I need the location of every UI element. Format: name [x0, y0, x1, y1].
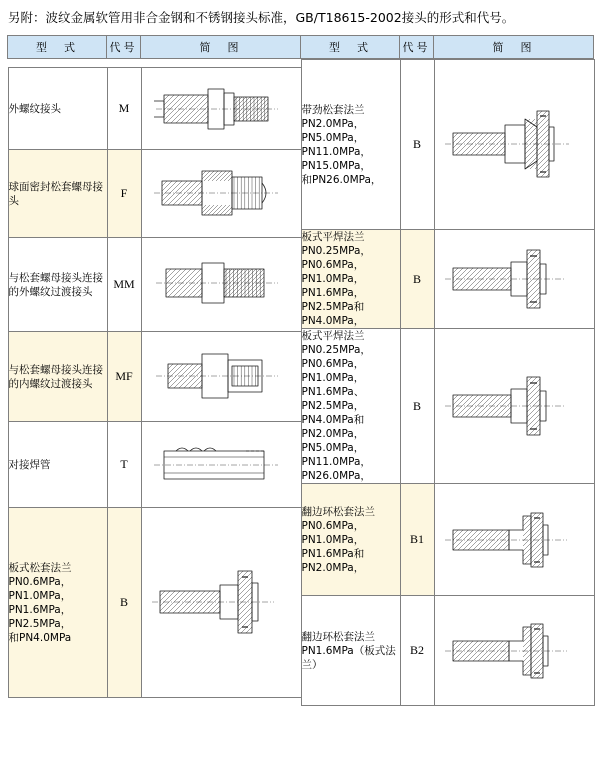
header-figure-left: 简 图 — [141, 36, 301, 59]
row-type-label: 板式平焊法兰 PN0.25MPa，PN0.6MPa， PN1.0MPa，PN1.6MPa， PN2.5MPa和PN4.0MPa， — [301, 230, 400, 329]
table-row — [301, 596, 594, 706]
figure-drawing — [146, 561, 296, 645]
row-figure — [434, 230, 594, 329]
row-type-label: 对接焊管 — [8, 422, 107, 508]
row-code: B — [107, 508, 141, 698]
standards-table — [7, 35, 594, 706]
row-code: B1 — [400, 484, 434, 596]
table-row — [8, 508, 301, 698]
header-code-right: 代号 — [400, 36, 434, 59]
row-type-label: 外螺纹接头 — [8, 68, 107, 150]
page-title: 另附：波纹金属软管用非合金钢和不锈钢接头标准，GB/T18615-2002接头的形式和代号。 — [8, 10, 515, 25]
figure-drawing — [439, 238, 589, 320]
figure-drawing — [439, 103, 589, 187]
left-column — [8, 59, 301, 707]
row-figure — [141, 150, 301, 238]
table-body — [8, 59, 594, 707]
table-row — [8, 150, 301, 238]
figure-drawing — [146, 69, 296, 149]
figure-drawing — [439, 610, 589, 692]
row-type-label: 与松套螺母接头连接的外螺纹过渡接头 — [8, 238, 107, 332]
figure-drawing — [146, 425, 296, 505]
row-code: T — [107, 422, 141, 508]
row-figure — [434, 484, 594, 596]
row-type-label: 带劲松套法兰 PN2.0MPa，PN5.0MPa， PN11.0MPa，PN15.0MPa， 和PN26.0MPa， — [301, 60, 400, 230]
row-type-label: 与松套螺母接头连接的内螺纹过渡接头 — [8, 332, 107, 422]
row-figure — [141, 332, 301, 422]
row-code: F — [107, 150, 141, 238]
table-row — [8, 68, 301, 150]
row-code: B — [400, 60, 434, 230]
figure-drawing — [146, 243, 296, 327]
figure-drawing — [439, 365, 589, 447]
right-column — [301, 59, 594, 707]
row-type-label: 球面密封松套螺母接头 — [8, 150, 107, 238]
table-row — [8, 332, 301, 422]
row-code: MM — [107, 238, 141, 332]
table-row — [301, 60, 594, 230]
table-header — [8, 36, 594, 59]
table-row — [301, 484, 594, 596]
row-code: MF — [107, 332, 141, 422]
table-row — [301, 230, 594, 329]
row-figure — [434, 596, 594, 706]
header-code-left: 代号 — [107, 36, 141, 59]
table-row — [8, 422, 301, 508]
figure-drawing — [146, 153, 296, 235]
row-type-label: 板式平焊法兰 PN0.25MPa，PN0.6MPa， PN1.0MPa，PN1.6MPa、 PN2.5MPa，PN4.0MPa和 PN2.0MPa，PN5.0MPa， PN11.0MPa，PN26.0MPa， — [301, 329, 400, 484]
row-type-label: 翻边环松套法兰 PN1.6MPa（板式法兰） — [301, 596, 400, 706]
figure-drawing — [146, 336, 296, 418]
row-figure — [141, 68, 301, 150]
row-figure — [434, 329, 594, 484]
row-type-label: 板式松套法兰 PN0.6MPa，PN1.0MPa， PN1.6MPa，PN2.5MPa， 和PN4.0MPa — [8, 508, 107, 698]
row-code: B — [400, 329, 434, 484]
table-row — [8, 238, 301, 332]
row-code: B2 — [400, 596, 434, 706]
row-figure — [141, 422, 301, 508]
table-row — [301, 329, 594, 484]
row-type-label: 翻边环松套法兰 PN0.6MPa，PN1.0MPa， PN1.6MPa和PN2.0MPa， — [301, 484, 400, 596]
header-type-right: 型 式 — [301, 36, 400, 59]
row-figure — [141, 508, 301, 698]
header-type-left: 型 式 — [8, 36, 107, 59]
header-figure-right: 简 图 — [434, 36, 594, 59]
row-code: M — [107, 68, 141, 150]
figure-drawing — [439, 499, 589, 581]
row-code: B — [400, 230, 434, 329]
row-figure — [434, 60, 594, 230]
row-figure — [141, 238, 301, 332]
